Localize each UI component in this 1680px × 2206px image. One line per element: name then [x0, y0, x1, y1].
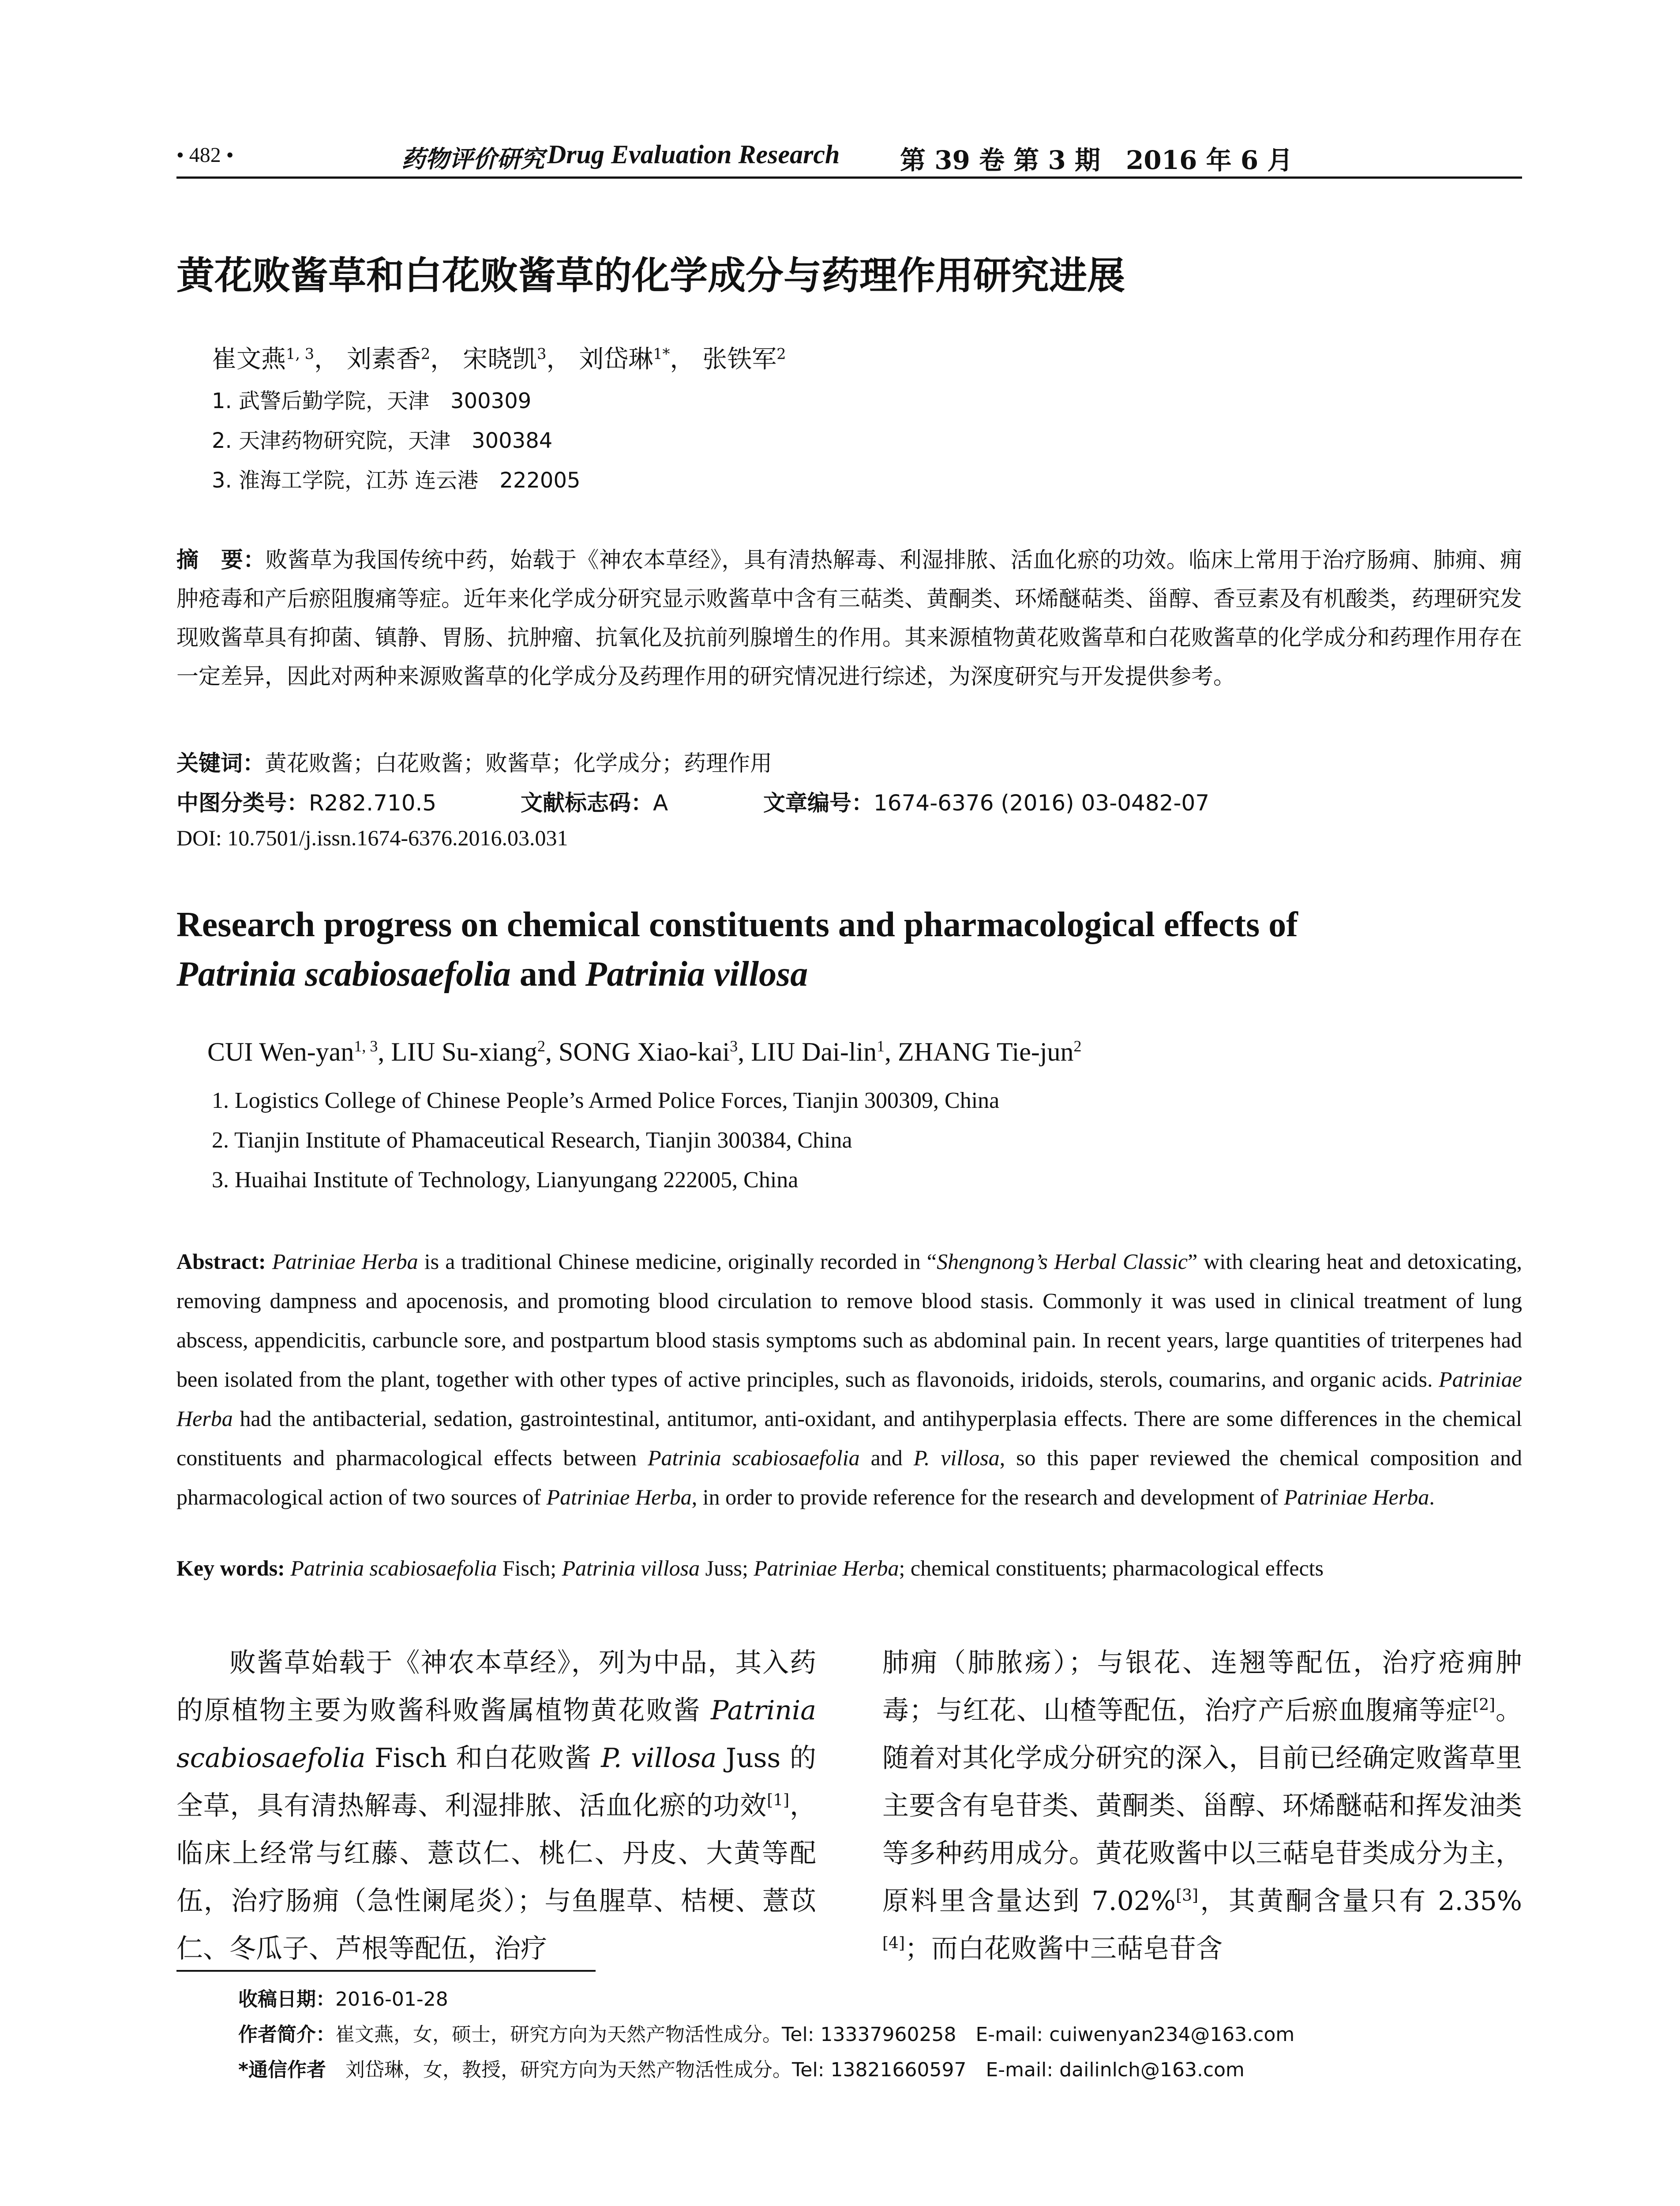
keyword-italic: Patrinia scabiosaefolia — [290, 1556, 497, 1580]
title-en-and: and — [510, 955, 585, 994]
keyword-italic: Patrinia villosa — [562, 1556, 700, 1580]
body-column-left — [176, 1639, 816, 1973]
body-text: ，其黄酮含量只有 2.35% — [1198, 1886, 1522, 1917]
footnote-received — [238, 1983, 448, 2011]
abstract-en-text: ” with clearing heat and detoxicating, removing dampness and apocenosis, and promoting blood circulation to remove blood stasis. Commonly it was used in clinical treatment of lung abscess, appendicitis, carbuncle sore, and postpartum blood stasis symptoms such as abdominal pain. In recent years, large quantities of triterpenes had been isolated from the plant, together with other types of active principles, such as flavonoids, iridoids, sterols, coumarins, and organic acids. — [176, 1249, 1522, 1392]
body-text: Juss 的全草，具有清热解毒、利湿排脓、活血化瘀的功效 — [176, 1743, 817, 1821]
author-name: 崔文燕 — [212, 345, 286, 374]
footnote-divider — [176, 1970, 596, 1972]
journal-name-en: Drug Evaluation Research — [547, 140, 840, 169]
author-affiliation-mark: 3 — [537, 345, 547, 363]
abstract-label: 摘 要： — [176, 547, 266, 573]
doi: DOI: 10.7501/j.issn.1674-6376.2016.03.031 — [176, 825, 568, 850]
author-affiliation-mark: 2 — [1073, 1037, 1082, 1055]
author-affiliation-mark: 1, 3 — [286, 345, 315, 363]
author-name: ZHANG Tie-jun — [898, 1037, 1074, 1066]
author-list-cn — [212, 340, 786, 375]
article-number-label: 文章编号： — [763, 790, 874, 816]
clc-label: 中图分类号： — [176, 790, 309, 816]
author-separator: , — [738, 1037, 751, 1066]
author-separator: , — [545, 1037, 559, 1066]
author-affiliation-mark: 2 — [776, 345, 786, 363]
abstract-en-text: , in order to provide reference for the research and development of — [691, 1485, 1284, 1509]
journal-name-cn: 药物评价研究 — [401, 145, 544, 173]
author-name: 刘岱琳 — [579, 345, 653, 374]
footnote-text: 崔文燕，女，硕士，研究方向为天然产物活性成分。Tel: 13337960258 E-mail: cuiwenyan234@163.com — [335, 2023, 1295, 2046]
keywords-en-label: Key words: — [176, 1556, 285, 1580]
article-number-value: 1674-6376 (2016) 03-0482-07 — [874, 790, 1210, 816]
affiliation-cn: 2. 天津药物研究院，天津 300384 — [212, 428, 553, 453]
body-italic: Patrinia scabiosaefolia — [176, 1695, 816, 1774]
abstract-text: 败酱草为我国传统中药，始载于《神农本草经》，具有清热解毒、利湿排脓、活血化瘀的功效。临床上常用于治疗肠痈、肺痈、痈肿疮毒和产后瘀阻腹痛等症。近年来化学成分研究显示败酱草中含有三萜类、黄酮类、环烯醚萜类、甾醇、香豆素及有机酸类，药理研究发现败酱草具有抑菌、镇静、胃肠、抗肿瘤、抗氧化及抗前列腺增生的作用。其来源植物黄花败酱草和白花败酱草的化学成分和药理作用存在一定差异，因此对两种来源败酱草的化学成分及药理作用的研究情况进行综述，为深度研究与开发提供参考。 — [176, 547, 1522, 689]
abstract-cn — [176, 540, 1522, 696]
page-number: • 482 • — [176, 143, 234, 167]
keywords-en — [176, 1555, 1544, 1581]
doc-code-value: A — [653, 790, 668, 816]
author-name: LIU Dai-lin — [751, 1037, 877, 1066]
document-code — [521, 785, 668, 817]
abstract-en-italic: Patriniae Herba — [546, 1485, 692, 1509]
title-en — [176, 900, 1522, 999]
author-separator: ， — [670, 345, 695, 374]
body-text: ；而白花败酱中三萜皂苷含 — [905, 1933, 1222, 1964]
affiliation-en: 3. Huaihai Institute of Technology, Lianyungang 222005, China — [212, 1167, 799, 1193]
abstract-en-text: , so this paper reviewed the chemical composition and pharmacological action of two sources of — [176, 1445, 1522, 1509]
title-en-species1: Patrinia scabiosaefolia — [176, 955, 511, 994]
header-divider — [176, 176, 1522, 179]
keyword-text: Juss; — [700, 1556, 754, 1580]
body-italic: P. villosa — [601, 1743, 717, 1774]
author-name: 刘素香 — [346, 345, 421, 374]
keyword-text: Fisch; — [497, 1556, 562, 1580]
body-text: Fisch 和白花败酱 — [365, 1743, 601, 1774]
affiliation-en: 1. Logistics College of Chinese People’s Armed Police Forces, Tianjin 300309, China — [212, 1088, 1000, 1113]
footnote-label: 收稿日期： — [238, 1988, 335, 2011]
author-affiliation-mark: 3 — [730, 1037, 738, 1055]
author-affiliation-mark: 1* — [653, 345, 670, 363]
title-en-line1: Research progress on chemical constituents and pharmacological effects of — [176, 905, 1298, 944]
footnote-author-bio — [238, 2018, 1294, 2047]
author-name: SONG Xiao-kai — [558, 1037, 730, 1066]
author-affiliation-mark: 2 — [537, 1037, 545, 1055]
citation-link[interactable]: [2] — [1473, 1696, 1496, 1714]
abstract-en — [176, 1242, 1522, 1517]
footnote-label: *通信作者 — [238, 2059, 326, 2081]
doc-code-label: 文献标志码： — [521, 790, 653, 816]
abstract-en-italic: Patriniae Herba — [176, 1367, 1522, 1431]
abstract-en-label: Abstract: — [176, 1249, 266, 1274]
title-cn: 黄花败酱草和白花败酱草的化学成分与药理作用研究进展 — [176, 254, 1125, 298]
footnote-text: 2016-01-28 — [335, 1988, 448, 2011]
classification-line — [176, 785, 436, 817]
author-list-en — [207, 1037, 1082, 1067]
keywords-cn — [176, 746, 772, 777]
affiliation-cn: 3. 淮海工学院，江苏 连云港 222005 — [212, 468, 581, 493]
abstract-en-text: had the antibacterial, sedation, gastrointestinal, antitumor, anti-oxidant, and antihyperplasia effects. There are some differences in the chemical constituents and pharmacological effects between — [176, 1406, 1522, 1470]
author-name: 张铁军 — [702, 345, 777, 374]
author-separator: , — [378, 1037, 391, 1066]
keywords-label: 关键词： — [176, 750, 265, 776]
title-en-species2: Patrinia villosa — [585, 955, 808, 994]
article-number — [763, 785, 1209, 817]
abstract-en-italic: P. villosa — [913, 1445, 1000, 1470]
abstract-en-text: . — [1429, 1485, 1435, 1509]
author-separator: ， — [430, 345, 455, 374]
citation-link[interactable]: [4] — [882, 1934, 905, 1952]
keywords-text: 黄花败酱；白花败酱；败酱草；化学成分；药理作用 — [265, 750, 772, 776]
body-text: 肺痈（肺脓疡）；与银花、连翘等配伍，治疗疮痈肿毒；与红花、山楂等配伍，治疗产后瘀血腹痛等症 — [882, 1647, 1522, 1726]
footnote-text: 刘岱琳，女，教授，研究方向为天然产物活性成分。Tel: 13821660597 E-mail: dailinlch@163.com — [326, 2059, 1245, 2081]
body-column-right — [882, 1639, 1522, 1973]
abstract-en-italic: Patriniae Herba — [272, 1249, 418, 1274]
author-name: CUI Wen-yan — [207, 1037, 354, 1066]
abstract-en-italic: Patrinia scabiosaefolia — [648, 1445, 860, 1470]
abstract-en-italic: Shengnong’s Herbal Classic — [937, 1249, 1188, 1274]
clc-value: R282.710.5 — [309, 790, 437, 816]
citation-link[interactable]: [3] — [1176, 1887, 1199, 1905]
keyword-italic: Patriniae Herba — [754, 1556, 899, 1580]
body-text: ，临床上经常与红藤、薏苡仁、桃仁、丹皮、大黄等配伍，治疗肠痈（急性阑尾炎）；与鱼腥草、桔梗、薏苡仁、冬瓜子、芦根等配伍，治疗 — [176, 1790, 817, 1964]
author-separator: ， — [314, 345, 339, 374]
affiliation-en: 2. Tianjin Institute of Phamaceutical Research, Tianjin 300384, China — [212, 1128, 852, 1153]
running-header — [176, 137, 1522, 175]
author-affiliation-mark: 1, 3 — [354, 1037, 378, 1055]
citation-link[interactable]: [1] — [767, 1791, 790, 1809]
body-text: 。随着对其化学成分研究的深入，目前已经确定败酱草里主要含有皂苷类、黄酮类、甾醇、环烯醚萜和挥发油类等多种药用成分。黄花败酱中以三萜皂苷类成分为主，原料里含量达到 7.02% — [882, 1695, 1522, 1917]
keyword-text: ; chemical constituents; pharmacological effects — [899, 1556, 1324, 1580]
affiliation-cn: 1. 武警后勤学院，天津 300309 — [212, 389, 532, 413]
author-separator: , — [885, 1037, 898, 1066]
author-name: LIU Su-xiang — [391, 1037, 537, 1066]
abstract-en-italic: Patriniae Herba — [1284, 1485, 1429, 1509]
author-separator: ， — [546, 345, 571, 374]
author-affiliation-mark: 1 — [877, 1037, 885, 1055]
abstract-en-text: and — [859, 1445, 914, 1470]
footnote-corresponding-author — [238, 2054, 1245, 2082]
footnote-label: 作者简介： — [238, 2023, 335, 2046]
author-affiliation-mark: 2 — [420, 345, 431, 363]
author-name: 宋晓凯 — [463, 345, 537, 374]
issue-info: 第 39 卷 第 3 期 2016 年 6 月 — [900, 145, 1293, 175]
abstract-en-text: is a traditional Chinese medicine, originally recorded in “ — [418, 1249, 937, 1274]
body-text: 败酱草始载于《神农本草经》，列为中品，其入药的原植物主要为败酱科败酱属植物黄花败酱 — [176, 1647, 816, 1726]
